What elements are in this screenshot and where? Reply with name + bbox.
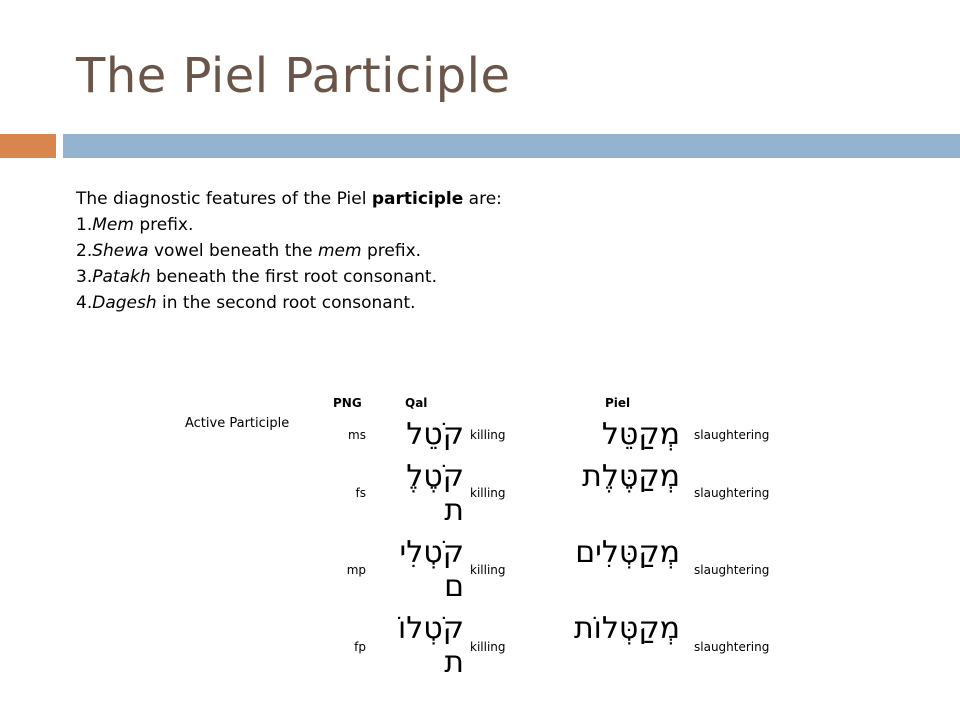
row-label-active-participle: Active Participle (185, 416, 290, 431)
piel-gloss-fs: slaughtering (694, 486, 770, 500)
qal-form-line2: ת (444, 645, 464, 680)
qal-form-line2: ם (444, 569, 464, 604)
header-piel: Piel (605, 396, 631, 410)
qal-form-fp (380, 612, 464, 680)
qal-form-line1: קֹטֵל (406, 417, 464, 452)
item-term: Mem (92, 215, 134, 235)
accent-bar-blue (63, 134, 960, 158)
png-mp: mp (346, 563, 366, 577)
feature-item-1 (76, 212, 502, 238)
feature-item-3 (76, 264, 502, 290)
qal-form-mp (380, 536, 464, 604)
qal-form-fs (380, 460, 464, 528)
item-number: 2. (76, 241, 93, 261)
qal-form-ms (380, 418, 464, 452)
piel-form-ms: מְקַטֵּל (601, 417, 680, 452)
piel-gloss-fp: slaughtering (694, 640, 770, 654)
qal-gloss-fs: killing (470, 486, 506, 500)
item-text: prefix. (133, 215, 194, 235)
slide-title: The Piel Participle (76, 48, 511, 104)
qal-form-line1: קֹטְלוֹ (398, 611, 464, 646)
qal-gloss-ms: killing (470, 428, 506, 442)
qal-form-line2: ת (444, 493, 464, 528)
item-text: prefix. (361, 241, 422, 261)
lead-end: are: (463, 189, 502, 209)
lead-bold: participle (371, 189, 464, 209)
item-number: 1. (76, 215, 93, 235)
accent-bar-orange (0, 134, 56, 158)
header-png: PNG (333, 396, 362, 410)
piel-gloss-ms: slaughtering (694, 428, 770, 442)
qal-gloss-fp: killing (470, 640, 506, 654)
item-number: 4. (76, 293, 93, 313)
item-term: mem (318, 241, 362, 261)
feature-item-2 (76, 238, 502, 264)
png-fp: fp (354, 640, 366, 654)
item-term: Patakh (92, 267, 151, 287)
qal-gloss-mp: killing (470, 563, 506, 577)
piel-form-fs: מְקַטֶּלֶת (582, 459, 680, 494)
qal-form-line1: קֹטְלִי (399, 535, 464, 570)
png-fs: fs (355, 486, 366, 500)
piel-gloss-mp: slaughtering (694, 563, 770, 577)
lead-text: The diagnostic features of the Piel (76, 189, 372, 209)
item-text: in the second root consonant. (156, 293, 416, 313)
item-term: Shewa (92, 241, 149, 261)
feature-item-4 (76, 290, 502, 316)
qal-form-line1: קֹטֶלֶ (406, 459, 464, 494)
png-ms: ms (348, 428, 366, 442)
piel-form-fp: מְקַטְּלוֹת (573, 611, 680, 646)
piel-form-mp: מְקַטְּלִים (575, 535, 680, 570)
item-term: Dagesh (92, 293, 157, 313)
header-qal: Qal (405, 396, 428, 410)
item-number: 3. (76, 267, 93, 287)
features-lead (76, 186, 502, 212)
item-text: beneath the first root consonant. (150, 267, 437, 287)
item-text: vowel beneath the (148, 241, 318, 261)
features-list (76, 186, 502, 316)
